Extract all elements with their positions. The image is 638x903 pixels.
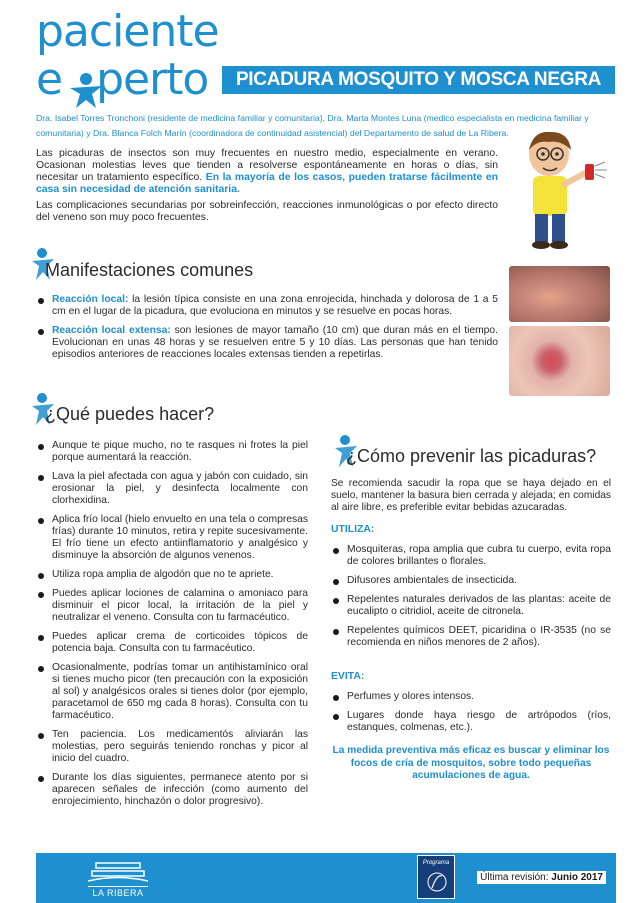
programa-label: Programa: [422, 860, 450, 866]
list-item: Ocasionalmente, podrías tomar un antihistamínico oral si tienes mucho picor (ten precaución con la exposición al sol) y analgésicos orales si tienes dolor (por ejemplo, paracetamol de 650 mg cada 8 horas). Consulta con tu farmacéutico.: [36, 662, 308, 722]
paciente-experto-logo: [36, 6, 236, 110]
list-item: Ten paciencia. Los medicamentós aliviarán las molestias, pero seguirás teniendo ronchas y picor al inicio del cuadro.: [36, 729, 308, 765]
list-item: [36, 294, 498, 318]
bite-photo-local-reaction: [509, 266, 610, 322]
section-heading-que-hacer: ¿Qué puedes hacer?: [45, 404, 215, 424]
utiliza-label: UTILIZA:: [331, 524, 375, 535]
revision-label: Última revisión:: [480, 872, 552, 883]
programa-badge: [417, 855, 455, 899]
authors-credit: Dra. Isabel Torres Tronchoni (residente de medicina familiar y comunitaria), Dra. Marta Montes Luna (medico especialista en medicina familiar y comunitaria) y Dra. Blanca Folch Marín (coordinadora de continuidad asistencial) del Departamento de salud de La Ribera.: [36, 113, 589, 138]
footer-bar: [36, 853, 616, 903]
list-item: Mosquiteras, ropa amplia que cubra tu cuerpo, evita ropa de colores brillantes o florales.: [331, 544, 611, 568]
bite-photo-extensive-reaction: [509, 326, 610, 396]
list-item: Puedes aplicar lociones de calamina o amoniaco para disminuir el picor local, la irritación de la piel y neutralizar el veneno. Consulta con tu farmacéutico.: [36, 588, 308, 624]
que-hacer-list: [36, 440, 308, 815]
item-term: Reacción local extensa:: [52, 325, 171, 336]
evita-list: [331, 691, 611, 741]
revision-value: Junio 2017: [551, 872, 603, 883]
list-item: Repelentes químicos DEET, picaridina o IR-3535 (no se recomienda en niños menores de 2 años).: [331, 625, 611, 649]
logo-line-2: [36, 54, 209, 105]
evita-label: EVITA:: [331, 671, 365, 682]
revision-date: [477, 871, 606, 884]
list-item: [36, 325, 498, 361]
section-heading-manifestaciones: Manifestaciones comunes: [45, 260, 254, 280]
list-item: Lava la piel afectada con agua y jabón con cuidado, sin erosionar la piel, y desinfecta localmente con clorhexidina.: [36, 471, 308, 507]
hospital-building-icon: [88, 861, 148, 883]
list-item: Aunque te pique mucho, no te rasques ni frotes la piel porque aumentará la reacción.: [36, 440, 308, 464]
intro-paragraph-2: Las complicaciones secundarias por sobreinfección, reacciones inmunológicas o por efecto directo del veneno son muy poco frecuentes.: [36, 200, 498, 223]
list-item: Durante los días siguientes, permanece atento por si aparecen señales de infección (como aumento del enrojecimiento, hinchazón o dolor progresivo).: [36, 772, 308, 808]
manifestaciones-list: [36, 294, 498, 368]
item-term: Reacción local:: [52, 294, 129, 305]
la-ribera-logo: [58, 859, 154, 901]
intro-section: [36, 148, 498, 228]
prevenir-intro: Se recomienda sacudir la ropa que se haya dejado en el suelo, mantener la basura bien cerrada y alejada; en comidas al aire libre, es preferible evitar bebidas azucaradas.: [331, 478, 611, 513]
list-item: Difusores ambientales de insecticida.: [331, 575, 611, 587]
boy-with-spray-illustration: [515, 128, 611, 250]
logo-line-2-suffix: perto: [96, 54, 209, 105]
item-text: son lesiones de mayor tamaño (10 cm) que duran más en el tiempo. Evolucionan en unas 48 horas y se resuelven entre 5 y 10 días. Las personas que han tenido episodios anteriores de reacciones locales extensas tienden a repetirlas.: [52, 325, 498, 360]
list-item: Puedes aplicar crema de corticoides tópicos de potencia baja. Consulta con tu farmacéutico.: [36, 631, 308, 655]
logo-line-2-prefix: e: [36, 54, 63, 105]
logo-line-1: paciente: [36, 6, 219, 57]
page-title: PICADURA MOSQUITO Y MOSCA NEGRA: [222, 66, 615, 94]
person-figure-icon: [66, 72, 106, 110]
organization-name: LA RIBERA: [88, 886, 148, 898]
intro-p1-text: Las picaduras de insectos son muy frecuentes en nuestro medio, especialmente en verano. Ocasionan molestias leves que tienden a resolverse espontáneamente en horas o días, sin necesitar un tratamiento específico.: [36, 148, 498, 183]
section-heading-prevenir: ¿Cómo prevenir las picaduras?: [346, 446, 597, 466]
list-item: Utiliza ropa amplia de algodón que no te apriete.: [36, 569, 308, 581]
intro-p1-highlight: En la mayoría de los casos, pueden tratarse fácilmente en casa sin necesidad de atención sanitaria.: [36, 172, 499, 195]
prevention-key-note: La medida preventiva más eficaz es buscar y eliminar los focos de cría de mosquitos, sobre todo pequeñas acumulaciones de agua.: [332, 745, 610, 781]
list-item: Lugares donde haya riesgo de artrópodos (ríos, estanques, colmenas, etc.).: [331, 710, 611, 734]
list-item: Repelentes naturales derivados de las plantas: aceite de eucalipto o citridiol, aceite de citronela.: [331, 594, 611, 618]
programa-emblem-icon: [426, 870, 448, 894]
item-text: la lesión típica consiste en una zona enrojecida, hinchada y dolorosa de 1 a 5 cm en el lugar de la picadura, que evoluciona en minutos y se resuelve en pocas horas.: [52, 294, 498, 317]
intro-paragraph-1: [36, 148, 498, 196]
list-item: Aplica frío local (hielo envuelto en una tela o compresas frías) durante 10 minutos, retira y repite sucesivamente. El frío tiene un efecto antiinflamatorio y analgésico y disminuye la absorción de algunos venenos.: [36, 514, 308, 562]
utiliza-list: [331, 544, 611, 656]
list-item: Perfumes y olores intensos.: [331, 691, 611, 703]
